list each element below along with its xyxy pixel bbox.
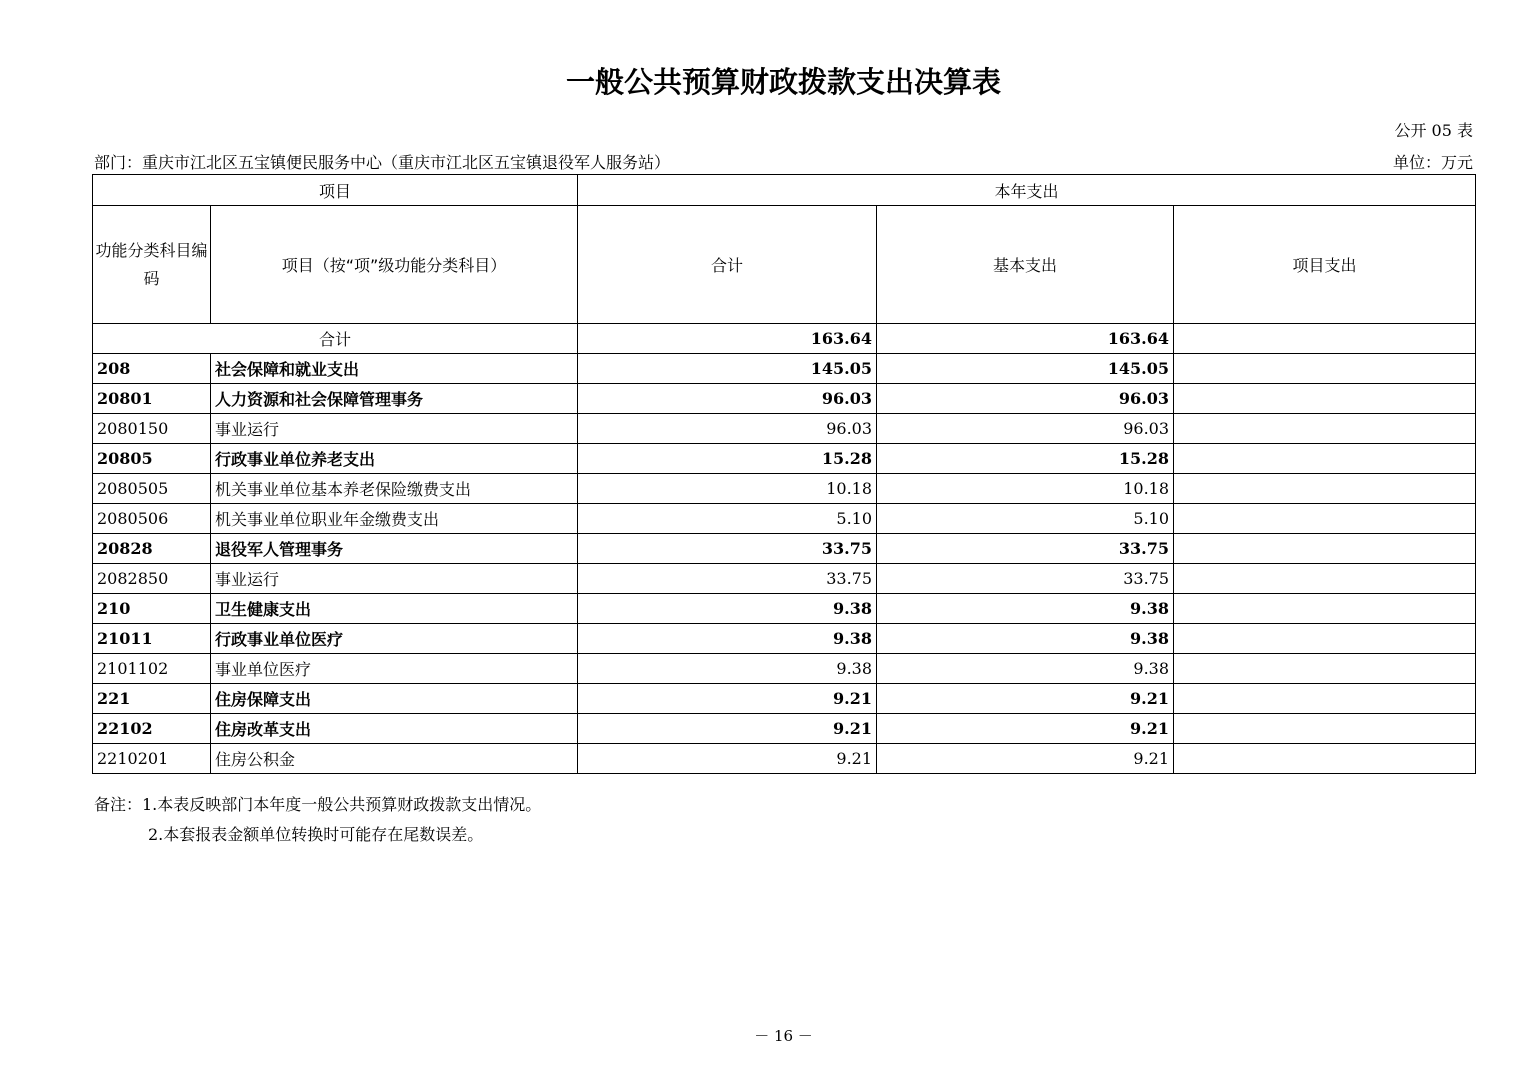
header-project: 项目: [93, 175, 578, 206]
row-total: 96.03: [578, 414, 877, 444]
row-basic: 9.21: [877, 714, 1174, 744]
row-code: 2080150: [93, 414, 211, 444]
table-row: [93, 504, 1476, 534]
row-name: 行政事业单位养老支出: [211, 444, 578, 474]
row-project: [1174, 714, 1476, 744]
row-project: [1174, 474, 1476, 504]
row-code: 2082850: [93, 564, 211, 594]
header-code: 功能分类科目编码: [93, 206, 211, 324]
row-project: [1174, 414, 1476, 444]
total-project: [1174, 324, 1476, 354]
form-number: 公开 05 表: [1394, 121, 1473, 140]
row-total: 9.21: [578, 744, 877, 774]
row-code: 21011: [93, 624, 211, 654]
unit-label: 单位：万元: [1392, 153, 1473, 172]
row-code: 20805: [93, 444, 211, 474]
table-row: [93, 474, 1476, 504]
notes: [94, 790, 541, 850]
page-number: － 16 －: [754, 1027, 813, 1045]
table-row: [93, 384, 1476, 414]
row-basic: 96.03: [877, 414, 1174, 444]
row-code: 208: [93, 354, 211, 384]
row-code: 221: [93, 684, 211, 714]
row-code: 22102: [93, 714, 211, 744]
table-row: [93, 744, 1476, 774]
row-total: 33.75: [578, 564, 877, 594]
row-project: [1174, 564, 1476, 594]
header-item: 项目（按“项”级功能分类科目）: [211, 206, 578, 324]
table-row: [93, 534, 1476, 564]
table-row: [93, 714, 1476, 744]
header-total: 合计: [578, 206, 877, 324]
table-row: [93, 414, 1476, 444]
row-code: 210: [93, 594, 211, 624]
row-project: [1174, 684, 1476, 714]
row-basic: 9.38: [877, 654, 1174, 684]
row-name: 事业运行: [211, 564, 578, 594]
row-code: 20801: [93, 384, 211, 414]
row-total: 9.21: [578, 714, 877, 744]
row-code: 20828: [93, 534, 211, 564]
row-basic: 9.21: [877, 744, 1174, 774]
table-row: [93, 564, 1476, 594]
header-current-year-expense: 本年支出: [578, 175, 1476, 206]
row-basic: 145.05: [877, 354, 1174, 384]
table-row: [93, 654, 1476, 684]
row-total: 5.10: [578, 504, 877, 534]
row-basic: 10.18: [877, 474, 1174, 504]
row-basic: 33.75: [877, 564, 1174, 594]
row-total: 96.03: [578, 384, 877, 414]
row-total: 9.38: [578, 654, 877, 684]
row-name: 事业单位医疗: [211, 654, 578, 684]
row-project: [1174, 594, 1476, 624]
row-total: 10.18: [578, 474, 877, 504]
row-project: [1174, 534, 1476, 564]
row-total: 9.21: [578, 684, 877, 714]
row-project: [1174, 654, 1476, 684]
total-row: [93, 324, 1476, 354]
table-row: [93, 624, 1476, 654]
expense-table: [92, 174, 1476, 774]
row-code: 2080506: [93, 504, 211, 534]
row-total: 9.38: [578, 594, 877, 624]
row-basic: 9.38: [877, 624, 1174, 654]
note-line-2: 2.本套报表金额单位转换时可能存在尾数误差。: [148, 825, 484, 844]
row-basic: 9.38: [877, 594, 1174, 624]
row-name: 事业运行: [211, 414, 578, 444]
row-name: 住房公积金: [211, 744, 578, 774]
row-total: 145.05: [578, 354, 877, 384]
total-label: 合计: [93, 324, 578, 354]
row-basic: 96.03: [877, 384, 1174, 414]
row-name: 卫生健康支出: [211, 594, 578, 624]
row-total: 15.28: [578, 444, 877, 474]
table-row: [93, 684, 1476, 714]
row-project: [1174, 354, 1476, 384]
row-project: [1174, 624, 1476, 654]
row-code: 2080505: [93, 474, 211, 504]
row-basic: 5.10: [877, 504, 1174, 534]
row-project: [1174, 744, 1476, 774]
row-project: [1174, 444, 1476, 474]
header-basic: 基本支出: [877, 206, 1174, 324]
row-name: 社会保障和就业支出: [211, 354, 578, 384]
table-row: [93, 594, 1476, 624]
page-title: 一般公共预算财政拨款支出决算表: [565, 65, 1001, 99]
row-name: 行政事业单位医疗: [211, 624, 578, 654]
row-total: 9.38: [578, 624, 877, 654]
department-label: 部门：重庆市江北区五宝镇便民服务中心（重庆市江北区五宝镇退役军人服务站）: [94, 153, 671, 172]
row-name: 住房保障支出: [211, 684, 578, 714]
table-row: [93, 354, 1476, 384]
row-basic: 9.21: [877, 684, 1174, 714]
row-project: [1174, 504, 1476, 534]
total-total: 163.64: [578, 324, 877, 354]
row-basic: 15.28: [877, 444, 1174, 474]
row-code: 2101102: [93, 654, 211, 684]
row-name: 机关事业单位基本养老保险缴费支出: [211, 474, 578, 504]
row-name: 人力资源和社会保障管理事务: [211, 384, 578, 414]
table-row: [93, 444, 1476, 474]
row-name: 住房改革支出: [211, 714, 578, 744]
total-basic: 163.64: [877, 324, 1174, 354]
row-code: 2210201: [93, 744, 211, 774]
row-project: [1174, 384, 1476, 414]
header-project-expense: 项目支出: [1174, 206, 1476, 324]
row-name: 机关事业单位职业年金缴费支出: [211, 504, 578, 534]
row-name: 退役军人管理事务: [211, 534, 578, 564]
row-basic: 33.75: [877, 534, 1174, 564]
row-total: 33.75: [578, 534, 877, 564]
note-line-1: 备注：1.本表反映部门本年度一般公共预算财政拨款支出情况。: [94, 795, 542, 814]
